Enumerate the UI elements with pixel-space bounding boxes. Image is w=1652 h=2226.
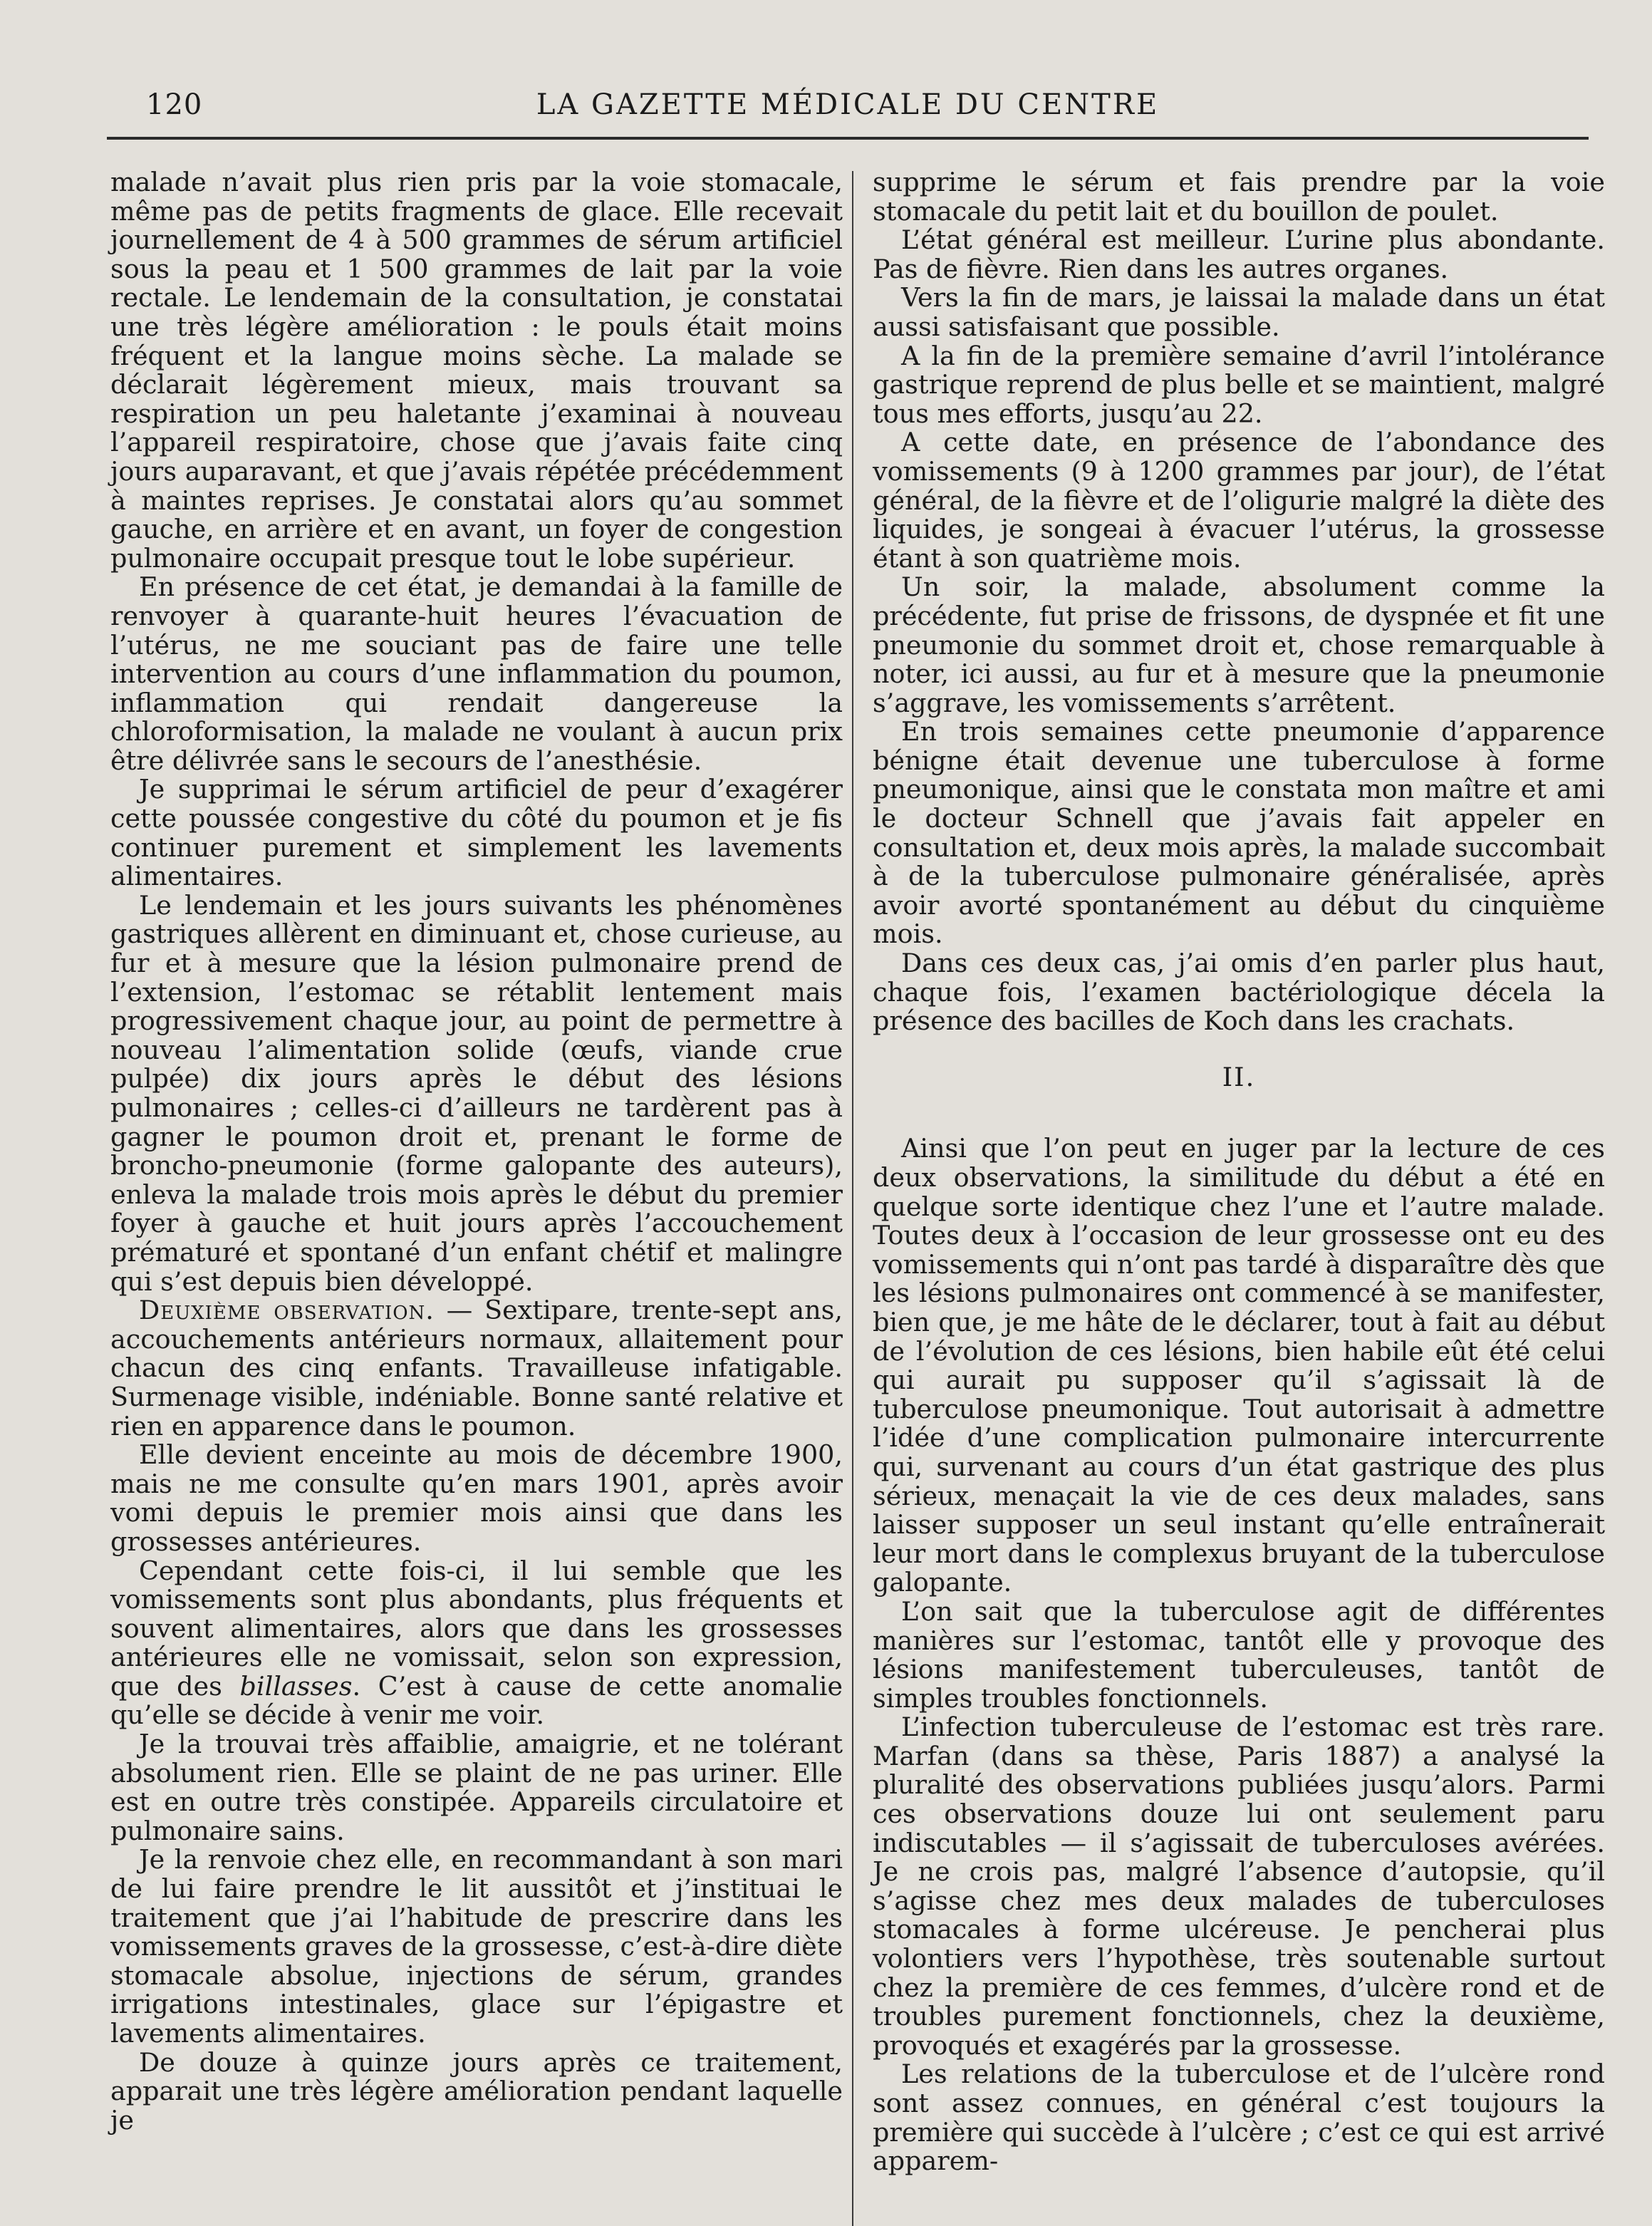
left-column: [110, 168, 843, 2135]
paragraph: Dans ces deux cas, j’ai omis d’en parler plus haut, chaque fois, l’examen bactériologique décela la présence des bacilles de Koch dans les crachats.: [873, 948, 1605, 1037]
paragraph: L’on sait que la tuberculose agit de différentes manières sur l’estomac, tantôt elle y provoque des lésions manifestement tuberculeuses, tantôt de simples troubles fonctionnels.: [873, 1595, 1605, 1714]
paragraph: A cette date, en présence de l’abondance des vomissements (9 à 1200 grammes par jour), de l’état général, de la fièvre et de l’oligurie malgré la diète des liquides, je songeai à évacuer l’utérus, la grossesse étant à son quatrième mois.: [873, 427, 1605, 574]
observation-paragraph: [110, 1296, 843, 1441]
paragraph-text: . C’est à cause de cette anomalie qu’elle se décide à venir me voir.: [110, 1670, 843, 1731]
right-column: [873, 168, 1605, 2176]
paragraph: L’infection tuberculeuse de l’estomac est très rare. Marfan (dans sa thèse, Paris 1887) a analysé la pluralité des observations publiées jusqu’alors. Parmi ces observations douze lui ont seulement paru indiscutables — il s’agissait de tuberculoses avérées. Je ne crois pas, malgré l’absence d’autopsie, qu’il s’agisse chez mes deux malades de tuberculoses stomacales à forme ulcéreuse. Je pencherai plus volontiers vers l’hypothèse, très soutenable surtout chez la première de ces femmes, d’ulcère rond et de troubles purement fonctionnels, chez la deuxième, provoqués et exagérés par la grossesse.: [873, 1712, 1605, 2061]
journal-title: LA GAZETTE MÉDICALE DU CENTRE: [536, 88, 1160, 121]
paragraph: Je la trouvai très affaiblie, amaigrie, et ne tolérant absolument rien. Elle se plaint de ne pas uriner. Elle est en outre très constipée. Appareils circulatoire et pulmonaire sains.: [110, 1729, 843, 1846]
italic-term: billasses: [239, 1670, 353, 1702]
page-number: 120: [146, 88, 203, 121]
observation-heading: Deuxième observation.: [139, 1295, 435, 1326]
paragraph: Ainsi que l’on peut en juger par la lecture de ces deux observations, la similitude du début a été en quelque sorte identique chez l’une et l’autre malade. Toutes deux à l’occasion de leur grossesse ont eu des vomissements qui n’ont pas tardé à disparaître dès que les lésions pulmonaires ont commencé à se manifester, bien que, je me hâte de le déclarer, tout à fait au début de l’évolution de ces lésions, bien habile eût été celui qui aurait pu supposer qu’il s’agissait là de tuberculose pneumonique. Tout autorisait à admettre l’idée d’une complication pulmonaire intercurrente qui, survenant au cours d’un état gastrique des plus sérieux, menaçait la vie de ces deux malades, sans laisser supposer un seul instant qu’elle entraînerait leur mort dans le complexus bruyant de la tuberculose galopante.: [873, 1133, 1605, 1598]
paragraph: En trois semaines cette pneumonie d’apparence bénigne était devenue une tuberculose à forme pneumonique, ainsi que le constata mon maître et ami le docteur Schnell que j’avais fait appeler en consultation et, deux mois après, la malade succombait à de la tuberculose pulmonaire généralisée, après avoir avorté spontanément au début du cinquième mois.: [873, 716, 1605, 950]
paragraph: En présence de cet état, je demandai à la famille de renvoyer à quarante-huit heures l’évacuation de l’utérus, ne me souciant pas de faire une telle intervention au cours d’une inflammation du poumon, inflammation qui rendait dangereuse la chloroformisation, la malade ne voulant à aucun prix être délivrée sans le secours de l’anesthésie.: [110, 571, 843, 776]
paragraph: De douze à quinze jours après ce traitement, apparait une très légère amélioration pendant laquelle je: [110, 2046, 843, 2136]
paragraph: malade n’avait plus rien pris par la voie stomacale, même pas de petits fragments de glace. Elle recevait journellement de 4 à 500 grammes de sérum artificiel sous la peau et 1 500 grammes de lait par la voie rectale. Le lendemain de la consultation, je constatai une très légère amélioration : le pouls était moins fréquent et la langue moins sèche. La malade se déclarait légèrement mieux, mais trouvant sa respiration un peu haletante j’examinai à nouveau l’appareil respiratoire, chose que j’avais faite cinq jours auparavant, et que j’avais répétée précédemment à maintes reprises. Je constatai alors qu’au sommet gauche, en arrière et en avant, un foyer de congestion pulmonaire occupait presque tout le lobe supérieur.: [110, 167, 843, 574]
paragraph: Vers la fin de mars, je laissai la malade dans un état aussi satisfaisant que possible.: [873, 282, 1605, 342]
paragraph: Les relations de la tuberculose et de l’ulcère rond sont assez connues, en général c’est toujours la première qui succède à l’ulcère ; c’est ce qui est arrivé apparem-: [873, 2059, 1605, 2177]
paragraph: Le lendemain et les jours suivants les phénomènes gastriques allèrent en diminuant et, chose curieuse, au fur et à mesure que la lésion pulmonaire prend de l’extension, l’estomac se rétablit lentement mais progressivement chaque jour, au point de permettre à nouveau l’alimentation solide (œufs, viande crue pulpée) dix jours après le début des lésions pulmonaires ; celles-ci d’ailleurs ne tardèrent pas à gagner le poumon droit et, prenant le forme de broncho-pneumonie (forme galopante des auteurs), enleva la malade trois mois après le début du premier foyer à gauche et huit jours après l’accouchement prématuré et spontané d’un enfant chétif et malingre qui s’est depuis bien développé.: [110, 889, 843, 1297]
paragraph: Un soir, la malade, absolument comme la précédente, fut prise de frissons, de dyspnée et fit une pneumonie du sommet droit et, chose remarquable à noter, ici aussi, au fur et à mesure que la pneumonie s’aggrave, les vomissements s’arrêtent.: [873, 571, 1605, 718]
observation-text: — Sextipare, trente-sept ans, accouchements antérieurs normaux, allaitement pour chacun des cinq enfants. Travailleuse infatigable. Surmenage visible, indéniable. Bonne santé relative et rien en apparence dans le poumon.: [110, 1295, 843, 1441]
section-numeral: II.: [1222, 1061, 1256, 1092]
page-header: [107, 84, 1589, 127]
paragraph: Je la renvoie chez elle, en recommandant à son mari de lui faire prendre le lit aussitôt et j’instituai le traitement que j’ai l’habitude de prescrire dans les vomissements graves de la grossesse, c’est-à-dire diète stomacale absolue, injections de sérum, grandes irrigations intestinales, glace sur l’épigastre et lavements alimentaires.: [110, 1844, 843, 2049]
paragraph: Je supprimai le sérum artificiel de peur d’exagérer cette poussée congestive du côté du poumon et je fis continuer purement et simplement les lavements alimentaires.: [110, 774, 843, 892]
column-divider: [852, 171, 853, 2226]
paragraph: Elle devient enceinte au mois de décembre 1900, mais ne me consulte qu’en mars 1901, après avoir vomi depuis le premier mois ainsi que dans les grossesses antérieures.: [110, 1439, 843, 1557]
header-rule: [107, 137, 1589, 140]
paragraph: [110, 1557, 843, 1731]
paragraph: L’état général est meilleur. L’urine plus abondante. Pas de fièvre. Rien dans les autres organes.: [873, 224, 1605, 284]
paragraph: supprime le sérum et fais prendre par la voie stomacale du petit lait et du bouillon de poulet.: [873, 167, 1605, 227]
paragraph-text: Cependant cette fois-ci, il lui semble que les vomissements sont plus abondants, plus fréquents et souvent alimentaires, alors que dans les grossesses antérieures elle ne vomissait, selon son expression, que des: [110, 1555, 843, 1702]
paragraph: A la fin de la première semaine d’avril l’intolérance gastrique reprend de plus belle et se maintient, malgré tous mes efforts, jusqu’au 22.: [873, 340, 1605, 429]
